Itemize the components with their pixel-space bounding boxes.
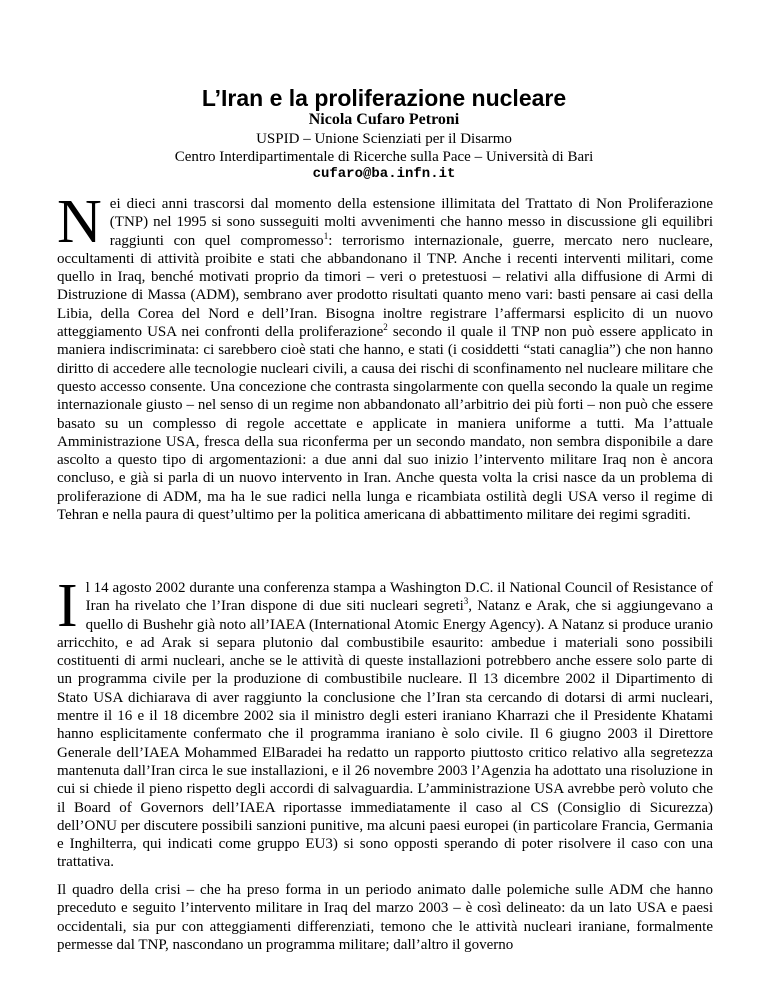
footnote-ref-3: 3	[463, 596, 469, 607]
paragraph-1-text-a: ei dieci anni trascorsi dal momento della estensione illimitata del Trattato di Non Proliferazione (TNP) nel 1995 si sono susseguiti molti avvenimenti che hanno messo in discussione gli equilibri raggiunti con quel compromesso	[109, 196, 713, 249]
author-email: cufaro@ba.infn.it	[312, 166, 456, 182]
paragraph-1	[57, 188, 713, 524]
dropcap-i: I	[57, 572, 78, 640]
paragraph-2-text-a: l 14 agosto 2002 durante una conferenza stampa a Washington D.C. il National Council of Resistance of Iran ha rivelato che l’Iran dispone di due siti nucleari segreti	[85, 580, 713, 615]
footnote-ref-2: 2	[383, 322, 388, 333]
paragraph-2-text-b: , Natanz e Arak, che si aggiungevano a quello di Bushehr già noto all’IAEA (International Atomic Energy Agency). A Natanz si produce uranio arricchito, e ad Arak si separa plutonio dal combustibile esaurito: ambedue i materiali sono possibili costituenti di armi nucleari, anche se le attività di queste installazioni potrebbero anche essere solo parte di un programma civile per la produzione di combustibile nucleare. Il 13 dicembre 2002 il Dipartimento di Stato USA dichiarava di aver raggiunto la conclusione che l’Iran sta cercando di dotarsi di armi nucleari, mentre il 16 e il 18 dicembre 2002 sia il ministro degli esteri iraniano Kharrazi che il Presidente Khatami hanno esplicitamente confermato che il programma iraniano è solo civile. Il 6 giugno 2003 il Direttore Generale dell’IAEA Mohammed ElBaradei ha redatto un rapporto piuttosto critico relativo alla segretezza mantenuta dall’Iran circa le sue installazioni, e il 26 novembre 2003 l’Agenzia ha adottato una risoluzione in cui si chiede il pieno rispetto degli accordi di salvaguardia. L’amministrazione USA avrebbe però voluto che il Board of Governors dell’IAEA riportasse immediatamente il caso al CS (Consiglio di Sicurezza) dell’ONU per discutere possibili sanzioni punitive, ma alcuni paesi europei (in particolare Francia, Germania e Inghilterra, qui indicati come gruppo EU3) si sono opposti sperando di poter risolvere il caso con una trattativa.	[57, 598, 713, 871]
paragraph-2	[57, 572, 713, 872]
affiliation-line-2: Centro Interdipartimentale di Ricerche sulla Pace – Università di Bari	[174, 149, 594, 165]
paragraph-3	[57, 881, 713, 954]
article-title: L’Iran e la proliferazione nucleare	[201, 85, 567, 111]
footnote-ref-1: 1	[323, 230, 329, 241]
paragraph-1-text-b: : terrorismo internazionale, guerre, mercato nero nucleare, occultamenti di attività proibite e stati che abbandonano il TNP. Anche i recenti interventi militari, come quello in Iraq, benché motivati proprio da timori – veri o pretestuosi – relativi alla diffusione di Armi di Distruzione di Massa (ADM), sembrano aver prodotto risultati quanto meno vari: basti pensare ai casi della Libia, della Corea del Nord e dell’Iran. Bisogna inoltre registrare l’affermarsi esplicito di un nuovo atteggiamento USA nei confronti della proliferazione	[57, 232, 713, 341]
paragraph-1-text-c: secondo il quale il TNP non può essere applicato in maniera indiscriminata: ci sarebbero cioè stati che hanno, e stati (i cosiddetti “stati canaglia”) che non hanno diritto di accedere alle tecnologie nucleari civili, a causa dei rischi di sconfinamento nel nucleare militare che questo accesso consente. Una concezione che contrasta singolarmente con quella secondo la quale un regime internazionale giusto – nel senso di un regime non abbandonato all’arbitrio dei più forti – non può che essere basato su un complesso di regole accettate e applicate in maniera uniforme a tutti. Ma l’attuale Amministrazione USA, fresca della sua riconferma per un secondo mandato, non sembra disponibile a dare ascolto a questo tipo di argomentazioni: a due anni dal suo inizio l’intervento militare Iraq non è ancora concluso, e già si parla di un nuovo intervento in Iran. Anche questa volta la crisi nasce da un problema di proliferazione di ADM, ma ha le sue radici nella lunga e ricambiata ostilità degli USA verso il regime di Tehran e nella paura di quest’ultimo per la politica americana di abbattimento militare dei regimi sgraditi.	[57, 324, 713, 524]
author-name: Nicola Cufaro Petroni	[308, 111, 460, 128]
paragraph-3-text: Il quadro della crisi – che ha preso forma in un periodo animato dalle polemiche sulle ADM che hanno preceduto e seguito l’intervento militare in Iraq del marzo 2003 – è così delineato: da un lato USA e paesi occidentali, sia pur con atteggiamenti differenziati, temono che le attività nucleari iraniane, formalmente permesse dal TNP, nascondano un programma militare; dall’altro il governo	[57, 882, 713, 953]
affiliation-line-1: USPID – Unione Scienziati per il Disarmo	[256, 131, 512, 147]
dropcap-n: N	[57, 188, 102, 256]
